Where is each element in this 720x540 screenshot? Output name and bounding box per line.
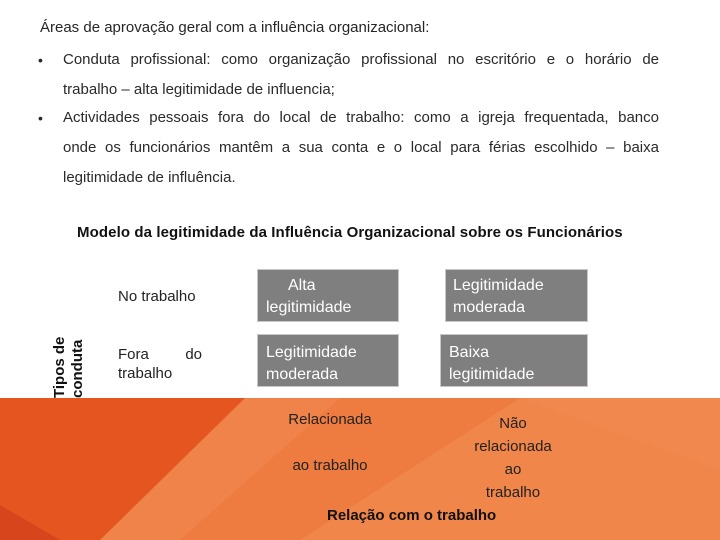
bullet-marker: • bbox=[38, 52, 43, 68]
row-label-word: Fora bbox=[118, 346, 149, 363]
row-label-outside-work bbox=[118, 345, 202, 383]
cell-related-at-work bbox=[257, 269, 399, 322]
cell-related-outside-work bbox=[257, 334, 399, 387]
bullet-item bbox=[63, 103, 659, 193]
col-label-spacer bbox=[270, 431, 390, 454]
row-label-word: do bbox=[185, 346, 202, 363]
cell-unrelated-at-work bbox=[445, 269, 588, 322]
cell-line: Alta bbox=[288, 277, 316, 294]
cell-line: Baixa bbox=[449, 344, 490, 361]
col-label-related bbox=[270, 408, 390, 477]
intro-text: Áreas de aprovação geral com a influência organizacional: bbox=[40, 19, 430, 36]
col-label-line: Relacionada bbox=[288, 411, 372, 428]
cell-line: Legitimidade bbox=[266, 344, 357, 361]
bullet-line: Actividades pessoais fora do local de trabalho: como a igreja frequentada, banco bbox=[63, 109, 659, 126]
x-axis-label: Relação com o trabalho bbox=[327, 507, 497, 524]
y-axis-label bbox=[51, 337, 87, 398]
bullet-marker: • bbox=[38, 110, 43, 126]
y-axis-label-line: Tipos de bbox=[51, 336, 68, 398]
row-label-at-work: No trabalho bbox=[118, 288, 196, 305]
cell-line: legitimidade bbox=[449, 366, 535, 383]
cell-line: Legitimidade bbox=[453, 277, 544, 294]
row-label-word: trabalho bbox=[118, 365, 173, 382]
col-label-line: ao trabalho bbox=[292, 457, 368, 474]
bullet-line: Conduta profissional: como organização profissional no escritório e o horário de bbox=[63, 51, 659, 68]
col-label-line: ao bbox=[504, 461, 522, 478]
col-label-unrelated bbox=[458, 412, 568, 504]
diagram-title: Modelo da legitimidade da Influência Organizacional sobre os Funcionários bbox=[77, 224, 623, 241]
cell-line: legitimidade bbox=[266, 299, 352, 316]
y-axis-label-line: conduta bbox=[69, 339, 86, 398]
bullet-line: onde os funcionários mantêm a sua conta e o local para férias escolhido – baixa bbox=[63, 139, 659, 156]
col-label-line: trabalho bbox=[485, 484, 541, 501]
cell-line: moderada bbox=[266, 366, 339, 383]
bullet-item bbox=[63, 45, 659, 105]
cell-unrelated-outside-work bbox=[440, 334, 588, 387]
bullet-line: trabalho – alta legitimidade de influencia; bbox=[63, 81, 335, 98]
col-label-line: relacionada bbox=[474, 438, 552, 455]
cell-line: moderada bbox=[453, 299, 526, 316]
col-label-line: Não bbox=[499, 415, 527, 432]
bullet-line: legitimidade de influência. bbox=[63, 169, 236, 186]
